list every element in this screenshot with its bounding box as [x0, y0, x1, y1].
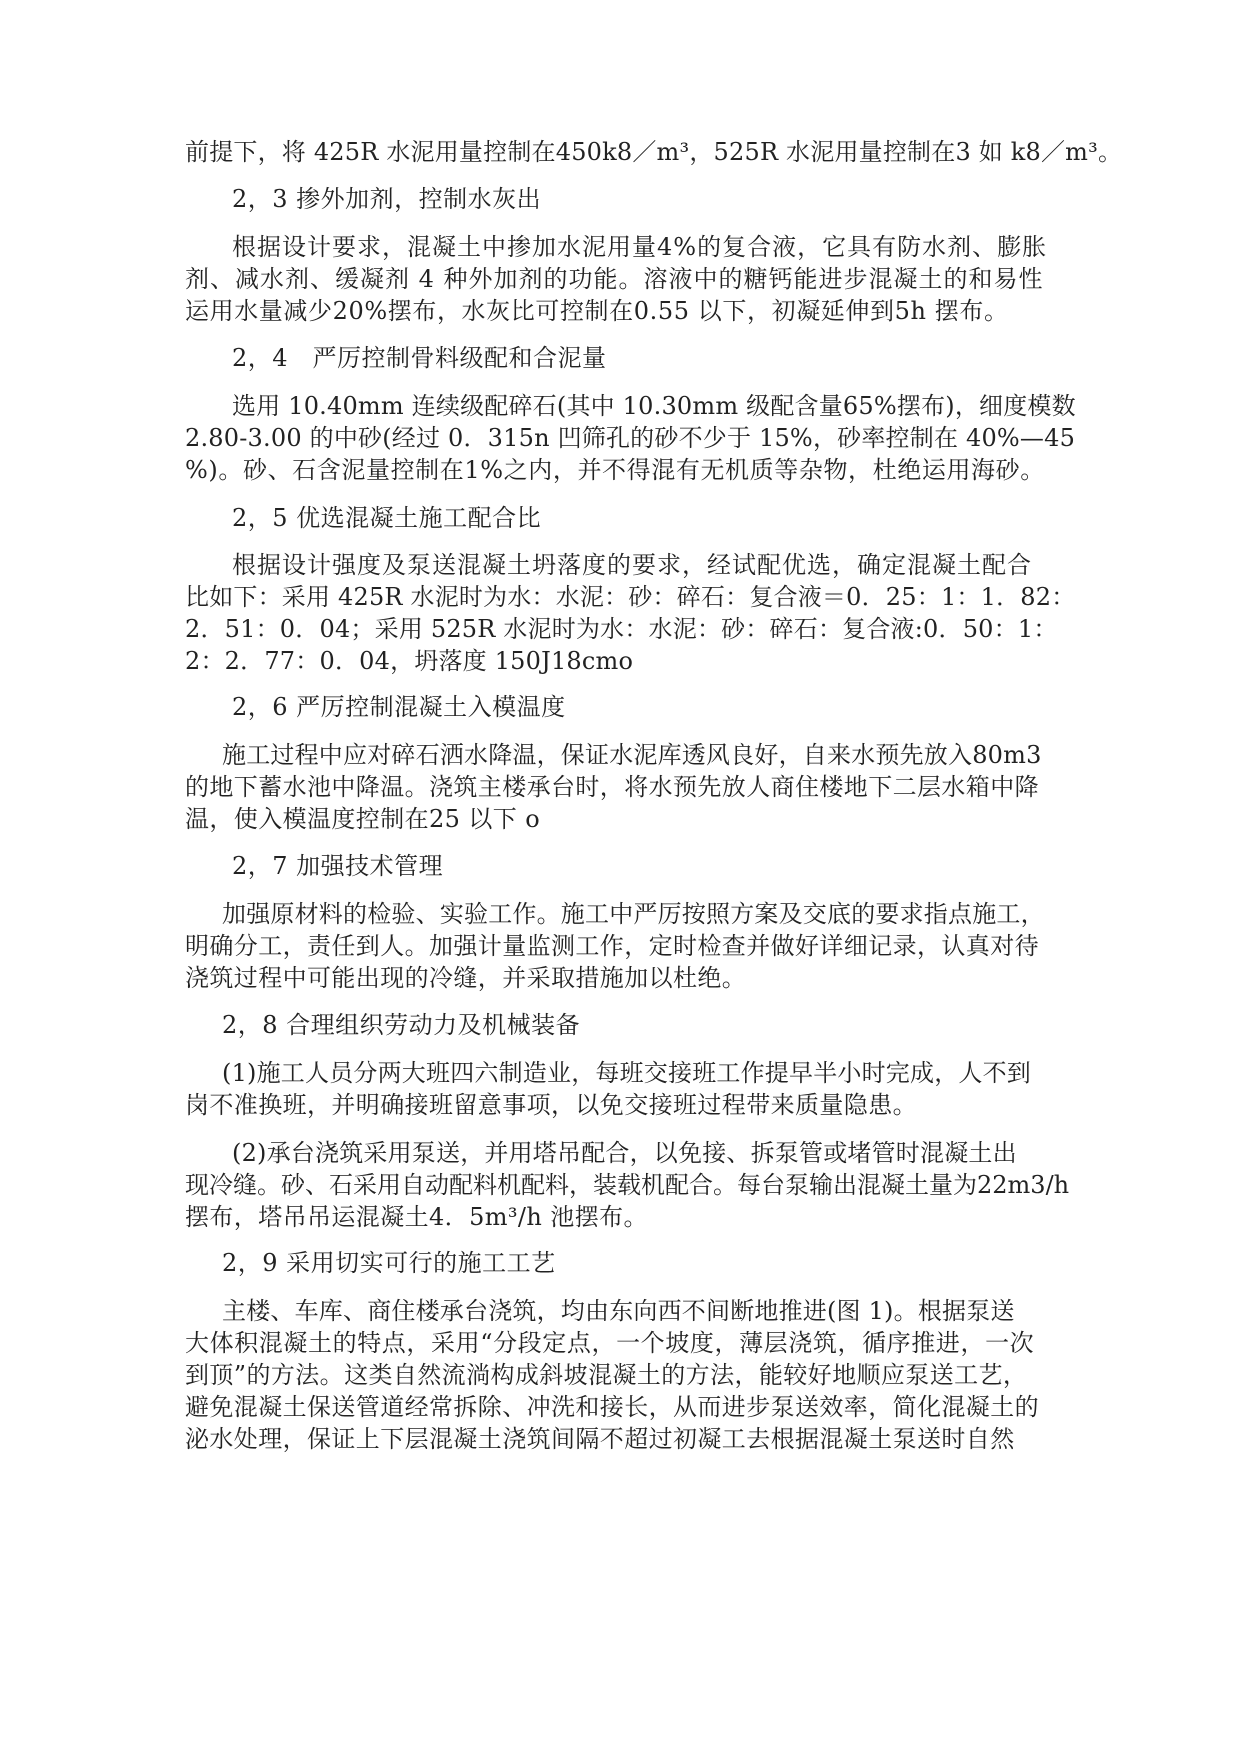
section-heading: 2，7 加强技术管理: [232, 852, 444, 880]
text-line: 温，使入模温度控制在25 以下 o: [185, 805, 541, 833]
text-line: 主楼、车库、商住楼承台浇筑，均由东向西不间断地推进(图 1)。根据泵送: [222, 1297, 1015, 1325]
text-line: 运用水量减少20%摆布，水灰比可控制在0.55 以下，初凝延伸到5h 摆布。: [185, 297, 1009, 325]
text-line: 浇筑过程中可能出现的冷缝，并采取措施加以杜绝。: [185, 964, 747, 992]
text-line: 2.80-3.00 的中砂(经过 0．315n 凹筛孔的砂不少于 15%，砂率控制在 40%—45: [185, 424, 1076, 452]
section-heading: 2，3 掺外加剂，控制水灰出: [232, 185, 542, 213]
section-heading: 2，6 严厉控制混凝土入模温度: [232, 693, 566, 721]
text-line: 2．51：0．04；采用 525R 水泥时为水：水泥：砂：碎石：复合液:0．50：1：: [185, 615, 1058, 643]
text-line: 明确分工，责任到人。加强计量监测工作，定时检查并做好详细记录，认真对待: [185, 932, 1039, 960]
text-line: 摆布，塔吊吊运混凝土4．5m³/h 池摆布。: [185, 1203, 648, 1231]
text-line: (2)承台浇筑采用泵送，并用塔吊配合，以免接、拆泵管或堵管时混凝土出: [232, 1139, 1017, 1167]
text-line: 的地下蓄水池中降温。浇筑主楼承台时，将水预先放人商住楼地下二层水箱中降: [185, 773, 1039, 801]
text-line: 前提下，将 425R 水泥用量控制在450k8／m³，525R 水泥用量控制在3 如 k8／m³。: [185, 138, 1123, 166]
text-line: (1)施工人员分两大班四六制造业，每班交接班工作提早半小时完成，人不到: [222, 1059, 1031, 1087]
text-line: 剂、减水剂、缓凝剂 4 种外加剂的功能。溶液中的糖钙能进步混凝土的和易性: [185, 265, 1044, 293]
text-line: 到顶”的方法。这类自然流淌构成斜坡混凝土的方法，能较好地顺应泵送工艺，: [185, 1361, 1028, 1389]
text-line: 施工过程中应对碎石洒水降温，保证水泥库透风良好，自来水预先放入80m3: [222, 741, 1042, 769]
text-line: 根据设计强度及泵送混凝土坍落度的要求，经试配优选，确定混凝土配合: [232, 551, 1032, 579]
text-line: 岗不准换班，并明确接班留意事项，以免交接班过程带来质量隐患。: [185, 1091, 917, 1119]
text-line: 根据设计要求，混凝土中掺加水泥用量4%的复合液，它具有防水剂、膨胀: [232, 233, 1048, 261]
text-line: 大体积混凝土的特点，采用“分段定点，一个坡度，薄层浇筑，循序推进，一次: [185, 1329, 1035, 1357]
text-line: 避免混凝土保送管道经常拆除、冲洗和接长，从而进步泵送效率，简化混凝土的: [185, 1393, 1039, 1421]
section-heading: 2，8 合理组织劳动力及机械装备: [222, 1011, 581, 1039]
section-heading: 2，9 采用切实可行的施工工艺: [222, 1249, 556, 1277]
text-line: 现冷缝。砂、石采用自动配料机配料，装载机配合。每台泵输出混凝土量为22m3/h: [185, 1171, 1070, 1199]
text-line: 泌水处理，保证上下层混凝土浇筑间隔不超过初凝工去根据混凝土泵送时自然: [185, 1425, 1015, 1453]
text-line: 加强原材料的检验、实验工作。施工中严厉按照方案及交底的要求指点施工，: [222, 900, 1045, 928]
text-line: 选用 10.40mm 连续级配碎石(其中 10.30mm 级配含量65%摆布)，细度模数: [232, 392, 1076, 420]
section-heading: 2，5 优选混凝土施工配合比: [232, 504, 542, 532]
section-heading: 2，4 严厉控制骨料级配和合泥量: [232, 344, 607, 372]
text-line: 2：2．77：0．04，坍落度 150J18cmo: [185, 647, 634, 675]
text-line: %)。砂、石含泥量控制在1%之内，并不得混有无机质等杂物，杜绝运用海砂。: [185, 456, 1045, 484]
text-line: 比如下：采用 425R 水泥时为水：水泥：砂：碎石：复合液＝0．25：1：1．82：: [185, 583, 1076, 611]
